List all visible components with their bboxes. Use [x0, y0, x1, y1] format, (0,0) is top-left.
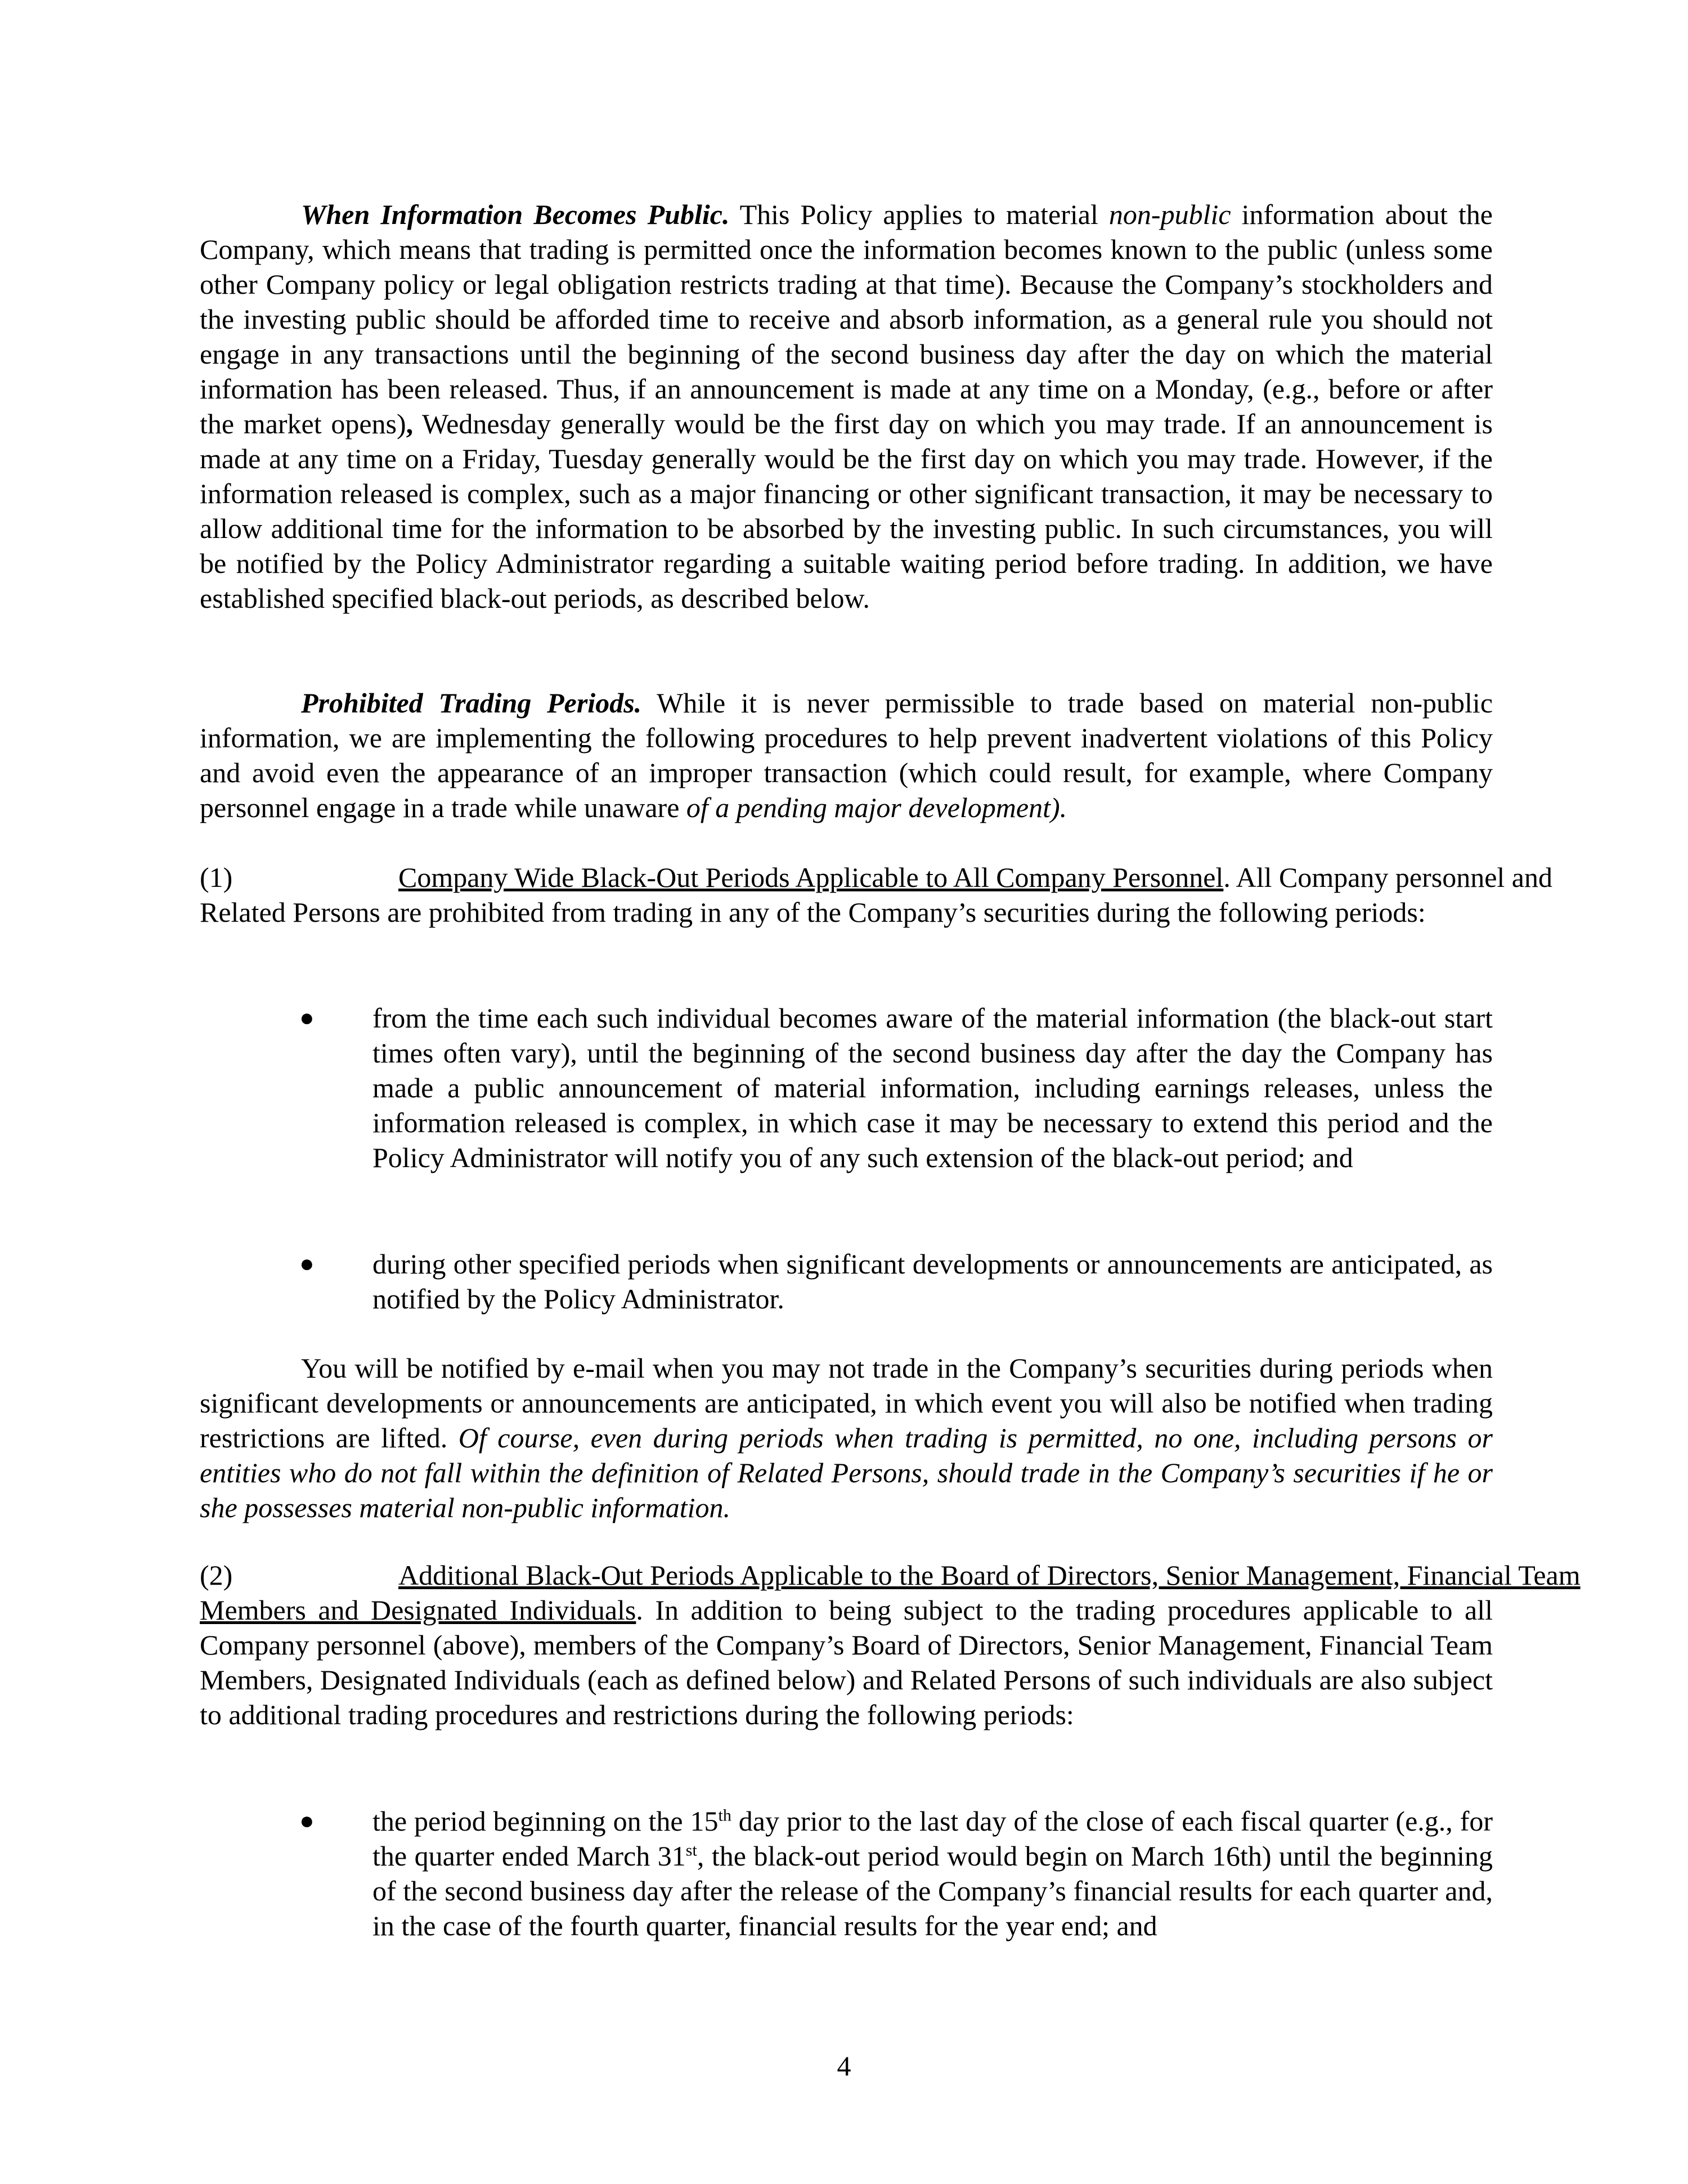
page-number: 4	[837, 2050, 851, 2082]
section-1	[200, 860, 1552, 930]
section-2-bullet-1: ● the period beginning on the 15th day prior to the last day of the close of each fiscal quarter (e.g., for the quarter ended March 31st, the black-out period would begin on March 16th) until the beginning of the second business day after the release of the Company’s financial results for each quarter and, in the case of the fourth quarter, financial results for the year end; and	[372, 1804, 1493, 1943]
section-2-heading-line	[200, 1558, 1581, 1593]
section-2	[200, 1558, 1581, 1732]
paragraph-when-information-becomes-public: When Information Becomes Public. This Policy applies to material non-public information about the Company, which means that trading is permitted once the information becomes known to the public (unless some other Company policy or legal obligation restricts trading at that time). Because the Company’s stockholders and the investing public should be afforded time to receive and absorb information, as a general rule you should not engage in any transactions until the beginning of the second business day after the day on which the material information has been released. Thus, if an announcement is made at any time on a Monday, (e.g., before or after the market opens), Wednesday generally would be the first day on which you may trade. If an announcement is made at any time on a Friday, Tuesday generally would be the first day on which you may trade. However, if the information released is complex, such as a major financing or other significant transaction, it may be necessary to allow additional time for the information to be absorbed by the investing public. In such circumstances, you will be notified by the Policy Administrator regarding a suitable waiting period before trading. In addition, we have established specified black-out periods, as described below.	[200, 199, 1493, 614]
section-2-number: (2)	[200, 1559, 233, 1591]
section-1-bullet-2: ● during other specified periods when significant developments or announcements are anticipated, as notified by the Policy Administrator.	[372, 1246, 1493, 1316]
section-1-number: (1)	[200, 862, 233, 893]
paragraph-prohibited-trading-periods: Prohibited Trading Periods. While it is never permissible to trade based on material non-public information, we are implementing the following procedures to help prevent inadvertent violations of this Policy and avoid even the appearance of an improper transaction (which could result, for example, where Company personnel engage in a trade while unaware of a pending major development).	[200, 687, 1493, 823]
heading-when-information-becomes-public: When Information Becomes Public	[301, 199, 722, 230]
section-2-title-line-2: Members and Designated Individuals	[200, 1594, 636, 1626]
bullet-icon: ●	[299, 1004, 315, 1032]
section-2-title-line-1: Additional Black-Out Periods Applicable to the Board of Directors, Senior Management, Financial Team	[398, 1559, 1581, 1591]
section-1-title: Company Wide Black-Out Periods Applicable to All Company Personnel	[398, 862, 1224, 893]
paragraph-email-notification: You will be notified by e-mail when you may not trade in the Company’s securities during periods when significant developments or announcements are anticipated, in which event you will also be notified when trading restrictions are lifted. Of course, even during periods when trading is permitted, no one, including persons or entities who do not fall within the definition of Related Persons, should trade in the Company’s securities if he or she possesses material non-public information.	[200, 1352, 1493, 1523]
section-1-body: Related Persons are prohibited from trading in any of the Company’s securities during the following periods:	[200, 896, 1426, 928]
section-1-bullet-1: ● from the time each such individual becomes aware of the material information (the black-out start times often vary), until the beginning of the second business day after the day the Company has made a public announcement of material information, including earnings releases, unless the information released is complex, in which case it may be necessary to extend this period and the Policy Administrator will notify you of any such extension of the black-out period; and	[372, 1001, 1493, 1175]
section-2-body: Members and Designated Individuals. In addition to being subject to the trading procedures applicable to all Company personnel (above), members of the Company’s Board of Directors, Senior Management, Financial Team Members, Designated Individuals (each as defined below) and Related Persons of such individuals are also subject to additional trading procedures and restrictions during the following periods:	[200, 1594, 1493, 1730]
bullet-icon: ●	[299, 1807, 315, 1835]
bullet-icon: ●	[299, 1250, 315, 1277]
section-1-heading-line: (1) Company Wide Black-Out Periods Applicable to All Company Personnel. All Company personnel and	[200, 860, 1493, 895]
heading-prohibited-trading-periods: Prohibited Trading Periods	[301, 687, 635, 719]
